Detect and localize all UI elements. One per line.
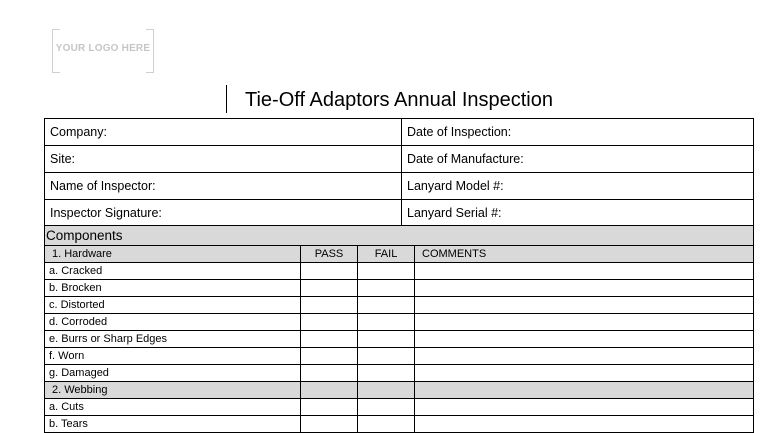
pass-cell[interactable] [301,314,358,331]
comments-column-header [415,382,754,399]
inspection-item-row [45,314,754,331]
info-row [45,146,754,173]
item-label: c. Distorted [45,297,301,314]
inspector-signature-field[interactable]: Inspector Signature: [45,200,402,227]
comments-cell[interactable] [415,280,754,297]
fail-cell[interactable] [358,331,415,348]
pass-cell[interactable] [301,263,358,280]
logo-text: YOUR LOGO HERE [55,43,151,54]
item-label: a. Cuts [45,399,301,416]
inspection-item-row [45,348,754,365]
item-label: b. Brocken [45,280,301,297]
inspection-item-row [45,416,754,433]
fail-column-header: FAIL [358,246,415,263]
info-row [45,200,754,227]
pass-cell[interactable] [301,399,358,416]
pass-column-header [301,382,358,399]
pass-cell[interactable] [301,280,358,297]
item-label: a. Cracked [45,263,301,280]
group-header-row [45,246,754,263]
pass-cell[interactable] [301,331,358,348]
comments-cell[interactable] [415,416,754,433]
date-of-manufacture-field[interactable]: Date of Manufacture: [402,146,754,173]
fail-cell[interactable] [358,297,415,314]
fail-column-header [358,382,415,399]
date-of-inspection-field[interactable]: Date of Inspection: [402,119,754,146]
pass-column-header: PASS [301,246,358,263]
item-label: b. Tears [45,416,301,433]
fail-cell[interactable] [358,314,415,331]
fail-cell[interactable] [358,416,415,433]
comments-column-header: COMMENTS [415,246,754,263]
company-field[interactable]: Company: [45,119,402,146]
inspection-item-row [45,280,754,297]
info-row [45,173,754,200]
inspection-item-row [45,399,754,416]
text-cursor [226,85,227,113]
comments-cell[interactable] [415,263,754,280]
site-field[interactable]: Site: [45,146,402,173]
components-section-label: Components [45,226,754,246]
group-header-row [45,382,754,399]
pass-cell[interactable] [301,365,358,382]
fail-cell[interactable] [358,263,415,280]
pass-cell[interactable] [301,297,358,314]
comments-cell[interactable] [415,365,754,382]
pass-cell[interactable] [301,416,358,433]
comments-cell[interactable] [415,399,754,416]
fail-cell[interactable] [358,365,415,382]
inspection-item-row [45,297,754,314]
inspection-item-row [45,263,754,280]
pass-cell[interactable] [301,348,358,365]
info-row [45,119,754,146]
comments-cell[interactable] [415,331,754,348]
inspection-item-row [45,331,754,348]
fail-cell[interactable] [358,348,415,365]
item-label: f. Worn [45,348,301,365]
lanyard-model-field[interactable]: Lanyard Model #: [402,173,754,200]
document-title[interactable]: Tie-Off Adaptors Annual Inspection [245,89,553,111]
group-label: 2. Webbing [45,382,301,399]
item-label: e. Burrs or Sharp Edges [45,331,301,348]
inspector-name-field[interactable]: Name of Inspector: [45,173,402,200]
item-label: d. Corroded [45,314,301,331]
components-table [44,225,754,433]
comments-cell[interactable] [415,297,754,314]
fail-cell[interactable] [358,399,415,416]
comments-cell[interactable] [415,314,754,331]
lanyard-serial-field[interactable]: Lanyard Serial #: [402,200,754,227]
inspection-info-table [44,118,754,227]
inspection-item-row [45,365,754,382]
item-label: g. Damaged [45,365,301,382]
components-section-row [45,226,754,246]
logo-placeholder [52,29,154,73]
group-label: 1. Hardware [45,246,301,263]
comments-cell[interactable] [415,348,754,365]
fail-cell[interactable] [358,280,415,297]
